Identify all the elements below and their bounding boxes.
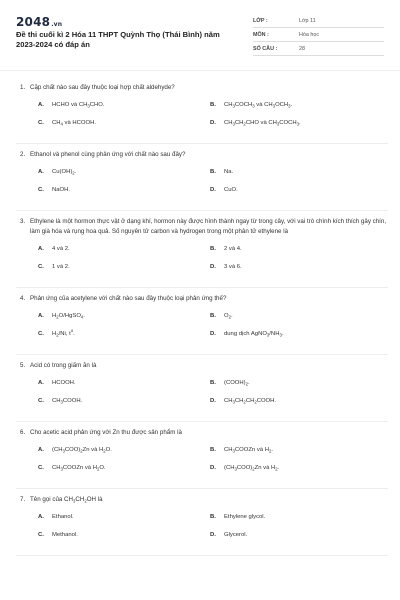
question-item — [16, 211, 388, 288]
answer-option-b[interactable] — [210, 445, 273, 455]
answer-option-c[interactable] — [38, 530, 78, 540]
answer-option-b[interactable] — [210, 378, 250, 388]
option-text: 4 và 2. — [52, 246, 70, 252]
answer-options — [16, 167, 388, 203]
answer-option-a[interactable] — [38, 100, 104, 110]
option-letter: B. — [210, 102, 216, 108]
option-text: $CH_3COOZn$ và $H_2$. — [224, 447, 273, 454]
answer-options — [16, 244, 388, 280]
option-letter: B. — [210, 447, 216, 453]
question-item — [16, 77, 388, 144]
exam-meta — [253, 14, 384, 56]
option-text: $CH_4$ và HCOOH. — [52, 120, 96, 127]
question-stem — [16, 428, 388, 438]
question-text: Acid có trong giấm ăn là — [30, 362, 97, 369]
options-row — [16, 262, 388, 280]
answer-option-c[interactable] — [38, 118, 96, 128]
options-row — [16, 396, 388, 414]
question-stem — [16, 361, 388, 371]
option-letter: B. — [210, 169, 216, 175]
answer-options — [16, 512, 388, 548]
option-text: $(COOH)_2$. — [224, 380, 250, 387]
option-text: HCHO và $CH_3CHO$. — [52, 102, 105, 109]
question-number: 7. — [20, 496, 26, 503]
option-text: Methanol. — [52, 532, 78, 538]
question-text: Cặp chất nào sau đây thuộc loại hợp chất aldehyde? — [30, 84, 175, 91]
option-text: $(CH_3COO)_2Zn$ và $H_2$. — [224, 465, 280, 472]
option-text: $CH_3CH_2CH_2COOH$. — [224, 398, 277, 405]
option-text: $CH_3COOH$. — [52, 398, 83, 405]
answer-option-b[interactable] — [210, 512, 265, 522]
options-row — [16, 378, 388, 396]
question-stem — [16, 83, 388, 93]
answer-option-d[interactable] — [210, 396, 276, 406]
option-text: $Cu(OH)_2$. — [52, 169, 77, 176]
option-text: CuO. — [224, 187, 238, 193]
answer-options — [16, 378, 388, 414]
question-item — [16, 422, 388, 489]
option-letter: A. — [38, 380, 44, 386]
option-text: $O_2$. — [224, 313, 233, 320]
answer-option-c[interactable] — [38, 329, 75, 339]
option-letter: B. — [210, 380, 216, 386]
question-item — [16, 355, 388, 422]
answer-option-a[interactable] — [38, 167, 76, 177]
answer-option-c[interactable] — [38, 463, 106, 473]
meta-row-question-count — [253, 42, 384, 56]
option-letter: C. — [38, 187, 44, 193]
option-text: $H_2/Ni$, $t^o$. — [52, 328, 75, 338]
answer-option-a[interactable] — [38, 512, 74, 522]
answer-option-c[interactable] — [38, 185, 70, 195]
option-letter: D. — [210, 264, 216, 270]
option-text: Ethylene glycol. — [224, 514, 266, 520]
option-letter: C. — [38, 398, 44, 404]
site-logo[interactable] — [16, 15, 62, 29]
header-divider — [0, 70, 400, 71]
question-item — [16, 288, 388, 355]
option-letter: A. — [38, 313, 44, 319]
option-text: Ethanol. — [52, 514, 74, 520]
options-row — [16, 100, 388, 118]
option-letter: D. — [210, 465, 216, 471]
page-title: Đề thi cuối kì 2 Hóa 11 THPT Quỳnh Thọ (Thái Bình) năm 2023-2024 có đáp án — [16, 30, 220, 49]
option-letter: C. — [38, 264, 44, 270]
option-letter: A. — [38, 447, 44, 453]
question-text: Tên gọi của $CH_3CH_2OH$ là — [30, 496, 103, 504]
question-text: Ethylene là một hormon thực vật ở dạng khí, hormon này được hình thành ngay từ trong cây, với vai trò chính kích thích gây chín, làm già hóa và rụng hoa quả. Số nguyên tử carbon và hydrogen trong một phân tử ethylene là — [30, 218, 387, 235]
question-list — [16, 77, 388, 556]
answer-option-d[interactable] — [210, 329, 283, 339]
option-letter: B. — [210, 514, 216, 520]
answer-option-d[interactable] — [210, 463, 279, 473]
option-text: $CH_3COOZn$ và $H_2O$. — [52, 465, 106, 472]
meta-value: 28 — [299, 46, 305, 52]
option-letter: D. — [210, 398, 216, 404]
question-text: Phản ứng của acetylene với chất nào sau đây thuộc loại phản ứng thế? — [30, 295, 227, 302]
meta-value: Lớp 11 — [299, 18, 316, 24]
options-row — [16, 329, 388, 347]
question-number: 5. — [20, 362, 26, 369]
question-text: Cho acetic acid phản ứng với Zn thu được sản phẩm là — [30, 429, 182, 436]
question-number: 6. — [20, 429, 26, 436]
answer-option-d[interactable] — [210, 118, 301, 128]
option-letter: B. — [210, 313, 216, 319]
option-letter: D. — [210, 331, 216, 337]
option-letter: C. — [38, 465, 44, 471]
question-number: 1. — [20, 84, 26, 91]
option-letter: D. — [210, 120, 216, 126]
meta-label: LỚP : — [253, 18, 268, 24]
question-number: 2. — [20, 151, 26, 158]
meta-label: MÔN : — [253, 32, 269, 38]
option-text: Glycerol. — [224, 532, 248, 538]
options-row — [16, 118, 388, 136]
option-text: $CH_3CH_2CHO$ và $CH_3COCH_3$. — [224, 120, 301, 127]
document-header — [16, 12, 384, 58]
meta-label: SỐ CÂU : — [253, 46, 278, 52]
question-stem — [16, 495, 388, 505]
answer-options — [16, 445, 388, 481]
option-text: 2 và 4. — [224, 246, 242, 252]
options-row — [16, 167, 388, 185]
options-row — [16, 311, 388, 329]
question-number: 4. — [20, 295, 26, 302]
answer-option-c[interactable] — [38, 262, 70, 272]
question-stem — [16, 294, 388, 304]
option-text: HCOOH. — [52, 380, 76, 386]
logo-text: 2048 — [16, 15, 51, 29]
answer-option-b[interactable] — [210, 167, 233, 177]
options-row — [16, 185, 388, 203]
question-number: 3. — [20, 218, 26, 225]
answer-option-d[interactable] — [210, 185, 238, 195]
options-row — [16, 244, 388, 262]
option-letter: A. — [38, 102, 44, 108]
option-text: 1 và 2. — [52, 264, 70, 270]
answer-option-b[interactable] — [210, 311, 233, 321]
option-text: NaOH. — [52, 187, 71, 193]
option-letter: A. — [38, 169, 44, 175]
answer-option-d[interactable] — [210, 530, 247, 540]
option-text: $(CH_3COO)_2Zn$ và $H_2O$. — [52, 447, 112, 454]
option-text: dung dịch $AgNO_3/NH_3$. — [224, 331, 284, 338]
question-item — [16, 144, 388, 211]
question-stem — [16, 150, 388, 160]
question-text: Ethanol và phenol cùng phản ứng với chất nào sau đây? — [30, 151, 186, 158]
answer-option-b[interactable] — [210, 244, 242, 254]
answer-option-d[interactable] — [210, 262, 242, 272]
meta-value: Hóa học — [299, 32, 320, 38]
option-letter: B. — [210, 246, 216, 252]
answer-option-a[interactable] — [38, 244, 70, 254]
option-text: $CH_3COCH_3$ và $CH_3OCH_3$. — [224, 102, 293, 109]
option-text: $H_2O/HgSO_4$. — [52, 313, 85, 320]
option-letter: C. — [38, 120, 44, 126]
option-letter: D. — [210, 532, 216, 538]
answer-option-a[interactable] — [38, 378, 76, 388]
option-letter: C. — [38, 532, 44, 538]
answer-options — [16, 100, 388, 136]
answer-option-b[interactable] — [210, 100, 292, 110]
question-item — [16, 489, 388, 556]
logo-suffix: .vn — [51, 21, 63, 28]
option-letter: D. — [210, 187, 216, 193]
options-row — [16, 512, 388, 530]
answer-option-a[interactable] — [38, 445, 112, 455]
options-row — [16, 530, 388, 548]
option-text: 3 và 6. — [224, 264, 242, 270]
options-row — [16, 445, 388, 463]
answer-option-a[interactable] — [38, 311, 85, 321]
option-letter: A. — [38, 246, 44, 252]
meta-row-class — [253, 14, 384, 28]
meta-row-subject — [253, 28, 384, 42]
question-stem — [16, 217, 388, 237]
option-text: Na. — [224, 169, 234, 175]
option-letter: A. — [38, 514, 44, 520]
options-row — [16, 463, 388, 481]
answer-option-c[interactable] — [38, 396, 82, 406]
answer-options — [16, 311, 388, 347]
option-letter: C. — [38, 331, 44, 337]
